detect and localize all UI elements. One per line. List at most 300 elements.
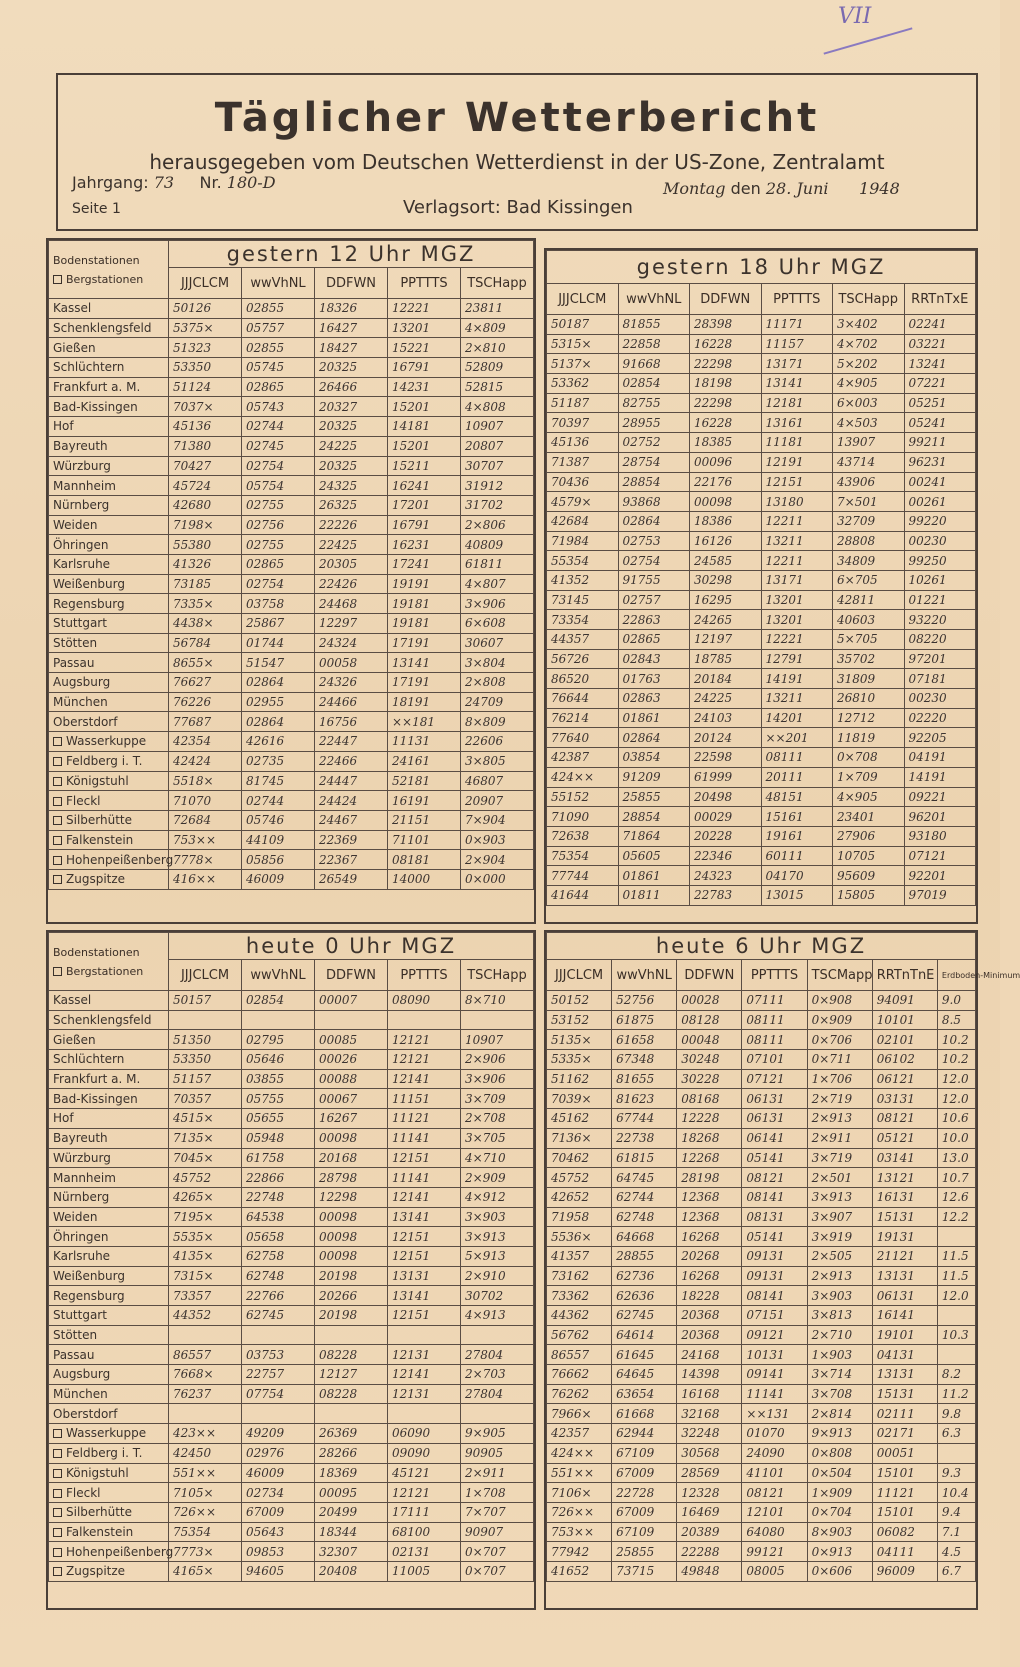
table-row	[547, 1443, 976, 1463]
data-cell: 11141	[742, 1384, 807, 1404]
station-label: Weiden	[53, 517, 98, 532]
table-row	[49, 1542, 534, 1562]
data-cell: 64668	[612, 1227, 677, 1247]
data-cell: 06131	[872, 1286, 937, 1306]
data-cell: 63654	[612, 1384, 677, 1404]
data-cell: 9.8	[937, 1404, 975, 1424]
data-cell: 22728	[612, 1483, 677, 1503]
station-label: Bad-Kissingen	[53, 1091, 138, 1106]
data-cell: 20325	[315, 358, 388, 378]
data-cell: 93868	[618, 492, 690, 512]
column-header: TSCHapp	[833, 284, 905, 315]
data-cell: 77942	[547, 1542, 612, 1562]
data-cell: 05241	[904, 413, 976, 433]
data-cell: 4×905	[833, 787, 905, 807]
data-cell: 20325	[315, 456, 388, 476]
nr-label: Nr.	[199, 173, 222, 192]
station-name	[49, 614, 169, 634]
station-label: Stuttgart	[53, 616, 107, 631]
data-cell: 19181	[388, 614, 461, 634]
data-cell: 44362	[547, 1306, 612, 1326]
data-cell: 8.2	[937, 1365, 975, 1385]
data-cell: 7315×	[169, 1266, 242, 1286]
data-cell: 1×903	[807, 1345, 872, 1365]
data-cell: 08121	[742, 1168, 807, 1188]
mountain-station-box-icon	[53, 1548, 62, 1557]
data-cell: 00230	[904, 531, 976, 551]
data-cell: 09853	[242, 1542, 315, 1562]
column-header: PPTTTS	[761, 284, 833, 315]
data-cell: 07121	[904, 846, 976, 866]
data-cell: 41352	[547, 570, 619, 590]
data-cell: 0×903	[461, 830, 534, 850]
data-cell	[388, 1010, 461, 1030]
panel-heute-6	[544, 930, 1020, 1610]
data-cell: 45752	[547, 1168, 612, 1188]
data-cell: 24103	[690, 708, 762, 728]
table-row	[49, 574, 534, 594]
table-row	[547, 413, 976, 433]
table-row	[547, 708, 976, 728]
data-cell: 13211	[761, 689, 833, 709]
table-row	[547, 1384, 976, 1404]
station-name	[49, 1069, 169, 1089]
data-cell: 11141	[388, 1128, 461, 1148]
data-cell: 76662	[547, 1365, 612, 1385]
station-name	[49, 1502, 169, 1522]
table-row	[49, 633, 534, 653]
data-cell: 7×501	[833, 492, 905, 512]
data-cell: 424××	[547, 767, 619, 787]
data-cell: 24467	[315, 810, 388, 830]
station-name	[49, 1207, 169, 1227]
data-cell: 62944	[612, 1424, 677, 1444]
table-row	[547, 689, 976, 709]
den-label: den	[730, 179, 761, 198]
data-cell: 81855	[618, 315, 690, 335]
data-cell: 0×707	[461, 1542, 534, 1562]
data-cell: 20327	[315, 397, 388, 417]
data-cell: 62745	[242, 1306, 315, 1326]
data-cell: 11819	[833, 728, 905, 748]
station-name	[49, 1109, 169, 1129]
data-cell: 01744	[242, 633, 315, 653]
data-cell: 04170	[761, 866, 833, 886]
column-header: PPTTTS	[388, 268, 461, 299]
data-cell: 62744	[612, 1187, 677, 1207]
station-header: Bodenstationen Bergstationen	[49, 241, 169, 299]
table-row	[547, 492, 976, 512]
data-cell: 53152	[547, 1010, 612, 1030]
data-cell: 1×706	[807, 1069, 872, 1089]
data-cell: 61645	[612, 1345, 677, 1365]
data-cell: 77744	[547, 866, 619, 886]
data-cell: 28198	[677, 1168, 742, 1188]
station-label: Fleckl	[66, 793, 101, 808]
data-cell: 75354	[547, 846, 619, 866]
data-cell: 05856	[242, 850, 315, 870]
data-cell: 10.2	[937, 1030, 975, 1050]
data-cell: 99220	[904, 511, 976, 531]
station-label: Gießen	[53, 1032, 96, 1047]
data-cell	[937, 1306, 975, 1326]
data-cell: 6.7	[937, 1561, 975, 1581]
data-cell: 76226	[169, 692, 242, 712]
station-name	[49, 830, 169, 850]
data-cell: 15805	[833, 885, 905, 905]
data-cell: 28569	[677, 1463, 742, 1483]
station-name	[49, 1424, 169, 1444]
data-cell: 06131	[742, 1109, 807, 1129]
station-label: Wasserkuppe	[66, 1426, 147, 1441]
data-cell: 00048	[677, 1030, 742, 1050]
data-cell: 64614	[612, 1325, 677, 1345]
data-cell: 31702	[461, 495, 534, 515]
data-cell: 5536×	[547, 1227, 612, 1247]
station-name	[49, 1010, 169, 1030]
masthead	[56, 73, 978, 231]
data-cell: 11.5	[937, 1266, 975, 1286]
data-cell: 11141	[388, 1168, 461, 1188]
data-cell: 2×814	[807, 1404, 872, 1424]
data-cell: 10101	[872, 1010, 937, 1030]
data-cell: 7966×	[547, 1404, 612, 1424]
data-cell: 00095	[315, 1483, 388, 1503]
data-cell: 3×906	[461, 594, 534, 614]
station-label: Schenklengsfeld	[53, 321, 152, 336]
data-cell: 28855	[612, 1246, 677, 1266]
table-row	[547, 374, 976, 394]
data-cell: 43714	[833, 452, 905, 472]
data-cell: 20198	[315, 1266, 388, 1286]
data-cell: 67009	[612, 1463, 677, 1483]
data-cell: 26810	[833, 689, 905, 709]
data-cell: ××131	[742, 1404, 807, 1424]
data-cell: 01763	[618, 669, 690, 689]
station-name	[49, 1306, 169, 1326]
jahrgang-line	[72, 173, 276, 192]
data-cell: 62748	[612, 1207, 677, 1227]
table-row	[49, 869, 534, 889]
data-cell: 14201	[761, 708, 833, 728]
data-cell: 27906	[833, 826, 905, 846]
data-cell: 40603	[833, 610, 905, 630]
data-cell: 10705	[833, 846, 905, 866]
station-name	[49, 653, 169, 673]
data-cell: 70397	[547, 413, 619, 433]
data-cell: 4265×	[169, 1187, 242, 1207]
data-cell: 31912	[461, 476, 534, 496]
data-cell: 96231	[904, 452, 976, 472]
data-cell: 11181	[761, 433, 833, 453]
data-cell: 22738	[612, 1128, 677, 1148]
data-cell: 7×904	[461, 810, 534, 830]
data-cell: 08228	[315, 1384, 388, 1404]
data-cell: 13141	[388, 653, 461, 673]
table-row	[547, 1010, 976, 1030]
data-cell: 76237	[169, 1384, 242, 1404]
data-cell: 26369	[315, 1424, 388, 1444]
data-cell: 4135×	[169, 1246, 242, 1266]
data-cell: 30298	[690, 570, 762, 590]
data-cell: 0×704	[807, 1502, 872, 1522]
data-cell: 20368	[677, 1325, 742, 1345]
data-cell: 0×909	[807, 1010, 872, 1030]
column-header: JJJCLCM	[547, 284, 619, 315]
data-cell: 22369	[315, 830, 388, 850]
data-cell: 20266	[315, 1286, 388, 1306]
data-cell: 90907	[461, 1522, 534, 1542]
data-cell: 7105×	[169, 1483, 242, 1503]
data-cell: 45121	[388, 1463, 461, 1483]
data-cell: 4×710	[461, 1148, 534, 1168]
station-label: Nürnberg	[53, 498, 110, 513]
data-cell: 11131	[388, 732, 461, 752]
data-cell: 03855	[242, 1069, 315, 1089]
station-label: München	[53, 1387, 108, 1402]
data-cell: 28398	[690, 315, 762, 335]
station-name	[49, 991, 169, 1011]
station-label: Augsburg	[53, 675, 111, 690]
data-cell: 24265	[690, 610, 762, 630]
data-cell: 32248	[677, 1424, 742, 1444]
table-row	[49, 1404, 534, 1424]
station-name	[49, 1246, 169, 1266]
data-cell: 28754	[618, 452, 690, 472]
table-row	[49, 318, 534, 338]
column-header: Erdboden-Minimum	[937, 960, 975, 991]
column-header: TSCMapp	[807, 960, 872, 991]
data-cell: 08131	[742, 1207, 807, 1227]
data-cell: 8655×	[169, 653, 242, 673]
data-cell: 14000	[388, 869, 461, 889]
station-label: Schenklengsfeld	[53, 1013, 152, 1028]
station-name	[49, 594, 169, 614]
station-label: Öhringen	[53, 537, 109, 552]
table-row	[49, 1089, 534, 1109]
data-cell: 3×903	[807, 1286, 872, 1306]
data-cell: 18369	[315, 1463, 388, 1483]
station-label: Hohenpeißenberg	[66, 852, 174, 867]
data-cell: 09221	[904, 787, 976, 807]
data-cell: 753××	[169, 830, 242, 850]
station-name	[49, 554, 169, 574]
data-cell: 15101	[872, 1463, 937, 1483]
table-row	[547, 610, 976, 630]
data-cell: 76214	[547, 708, 619, 728]
station-name	[49, 1030, 169, 1050]
station-name	[49, 1266, 169, 1286]
station-name	[49, 633, 169, 653]
data-cell: 02755	[242, 535, 315, 555]
data-cell: 20368	[677, 1306, 742, 1326]
data-cell: 13.0	[937, 1148, 975, 1168]
table-row	[49, 1227, 534, 1247]
panel-title: gestern 18 Uhr MGZ	[547, 251, 976, 284]
data-cell: 4579×	[547, 492, 619, 512]
data-cell: 12221	[761, 630, 833, 650]
data-cell: 08181	[388, 850, 461, 870]
table-row	[49, 732, 534, 752]
table-row	[547, 590, 976, 610]
data-cell: 9.4	[937, 1502, 975, 1522]
data-cell: 16791	[388, 358, 461, 378]
data-cell: 32709	[833, 511, 905, 531]
data-cell: 12368	[677, 1207, 742, 1227]
station-label: Regensburg	[53, 1288, 125, 1303]
data-cell: 02864	[618, 728, 690, 748]
table-row	[49, 338, 534, 358]
data-cell: 4×809	[461, 318, 534, 338]
data-cell	[388, 1325, 461, 1345]
data-cell: 18386	[690, 511, 762, 531]
data-cell: 34809	[833, 551, 905, 571]
data-cell: 10907	[461, 417, 534, 437]
column-header: JJJCLCM	[547, 960, 612, 991]
data-cell: 2×808	[461, 673, 534, 693]
data-cell: 00067	[315, 1089, 388, 1109]
data-cell: 12328	[677, 1483, 742, 1503]
data-cell: 60111	[761, 846, 833, 866]
data-cell: 42680	[169, 495, 242, 515]
table-row	[49, 712, 534, 732]
data-cell: 12298	[315, 1187, 388, 1207]
mountain-station-box-icon	[53, 1429, 62, 1438]
data-cell: 07101	[742, 1050, 807, 1070]
station-name	[49, 771, 169, 791]
table-row	[49, 1306, 534, 1326]
data-cell: 4.5	[937, 1542, 975, 1562]
data-cell: 64538	[242, 1207, 315, 1227]
data-cell: 15161	[761, 807, 833, 827]
data-cell: 53350	[169, 1050, 242, 1070]
data-cell: 91668	[618, 354, 690, 374]
data-cell: 02744	[242, 791, 315, 811]
data-cell: 20111	[761, 767, 833, 787]
station-name	[49, 1443, 169, 1463]
station-name	[49, 810, 169, 830]
data-cell: 02757	[618, 590, 690, 610]
data-cell: 46807	[461, 771, 534, 791]
station-label: Bayreuth	[53, 1131, 108, 1146]
table-row	[49, 476, 534, 496]
mountain-station-box-icon	[53, 797, 62, 806]
table-row	[49, 830, 534, 850]
station-label: Königstuhl	[66, 773, 129, 788]
data-cell: 11171	[761, 315, 833, 335]
data-cell: 02854	[618, 374, 690, 394]
data-cell: 20228	[690, 826, 762, 846]
table-row	[547, 452, 976, 472]
table-row	[547, 315, 976, 335]
data-cell: 53350	[169, 358, 242, 378]
data-cell: 16791	[388, 515, 461, 535]
data-cell: 0×606	[807, 1561, 872, 1581]
data-cell: 12181	[761, 393, 833, 413]
data-cell: 71387	[547, 452, 619, 472]
data-cell	[169, 1404, 242, 1424]
data-cell: 49848	[677, 1561, 742, 1581]
mountain-station-box-icon	[53, 1489, 62, 1498]
data-cell: 14191	[904, 767, 976, 787]
mountain-station-box-icon	[53, 816, 62, 825]
data-cell: 03854	[618, 748, 690, 768]
data-cell: 22466	[315, 751, 388, 771]
station-name	[49, 1404, 169, 1424]
table-row	[547, 1187, 976, 1207]
data-cell: 01861	[618, 708, 690, 728]
data-cell: 02976	[242, 1443, 315, 1463]
year-value: 1948	[859, 179, 900, 198]
data-cell: 75354	[169, 1522, 242, 1542]
data-cell: 46009	[242, 1463, 315, 1483]
table-row	[547, 1128, 976, 1148]
data-cell: 11005	[388, 1561, 461, 1581]
data-cell: 03131	[872, 1089, 937, 1109]
table-row	[49, 1266, 534, 1286]
data-cell: 25855	[618, 787, 690, 807]
station-label: Stuttgart	[53, 1308, 107, 1323]
data-cell	[242, 1010, 315, 1030]
data-cell: 76627	[169, 673, 242, 693]
data-cell: 42450	[169, 1443, 242, 1463]
data-cell: 06131	[742, 1089, 807, 1109]
data-cell: 9×913	[807, 1424, 872, 1444]
data-cell: 02865	[242, 377, 315, 397]
data-cell: 7037×	[169, 397, 242, 417]
data-cell: 18385	[690, 433, 762, 453]
data-cell: 01221	[904, 590, 976, 610]
table-row	[49, 771, 534, 791]
data-cell: 13241	[904, 354, 976, 374]
data-cell: 2×501	[807, 1168, 872, 1188]
station-label: Silberhütte	[66, 1505, 133, 1520]
station-label: Gießen	[53, 340, 96, 355]
data-cell: 71101	[388, 830, 461, 850]
station-name	[49, 436, 169, 456]
data-cell: 03141	[872, 1148, 937, 1168]
data-cell: 17191	[388, 633, 461, 653]
station-label: Schlüchtern	[53, 360, 125, 375]
data-cell: 21151	[388, 810, 461, 830]
data-cell: 48151	[761, 787, 833, 807]
data-cell: 18228	[677, 1286, 742, 1306]
data-cell: 44357	[547, 630, 619, 650]
table-row	[49, 554, 534, 574]
table-gestern-12	[48, 240, 534, 890]
data-cell: 62758	[242, 1246, 315, 1266]
table-row	[49, 436, 534, 456]
data-cell: 10.7	[937, 1168, 975, 1188]
data-cell: 5518×	[169, 771, 242, 791]
station-name	[49, 377, 169, 397]
data-cell: 4438×	[169, 614, 242, 634]
data-cell: 6×608	[461, 614, 534, 634]
data-cell: 12151	[388, 1148, 461, 1168]
data-cell: 3×805	[461, 751, 534, 771]
data-cell: 08228	[315, 1345, 388, 1365]
data-cell: 4×905	[833, 374, 905, 394]
table-row	[49, 1050, 534, 1070]
data-cell: 02752	[618, 433, 690, 453]
data-cell: 16268	[677, 1266, 742, 1286]
station-label: Königstuhl	[66, 1465, 129, 1480]
data-cell: 13907	[833, 433, 905, 453]
data-cell: 3×907	[807, 1207, 872, 1227]
station-name	[49, 1522, 169, 1542]
data-cell: 06090	[388, 1424, 461, 1444]
data-cell: 7136×	[547, 1128, 612, 1148]
